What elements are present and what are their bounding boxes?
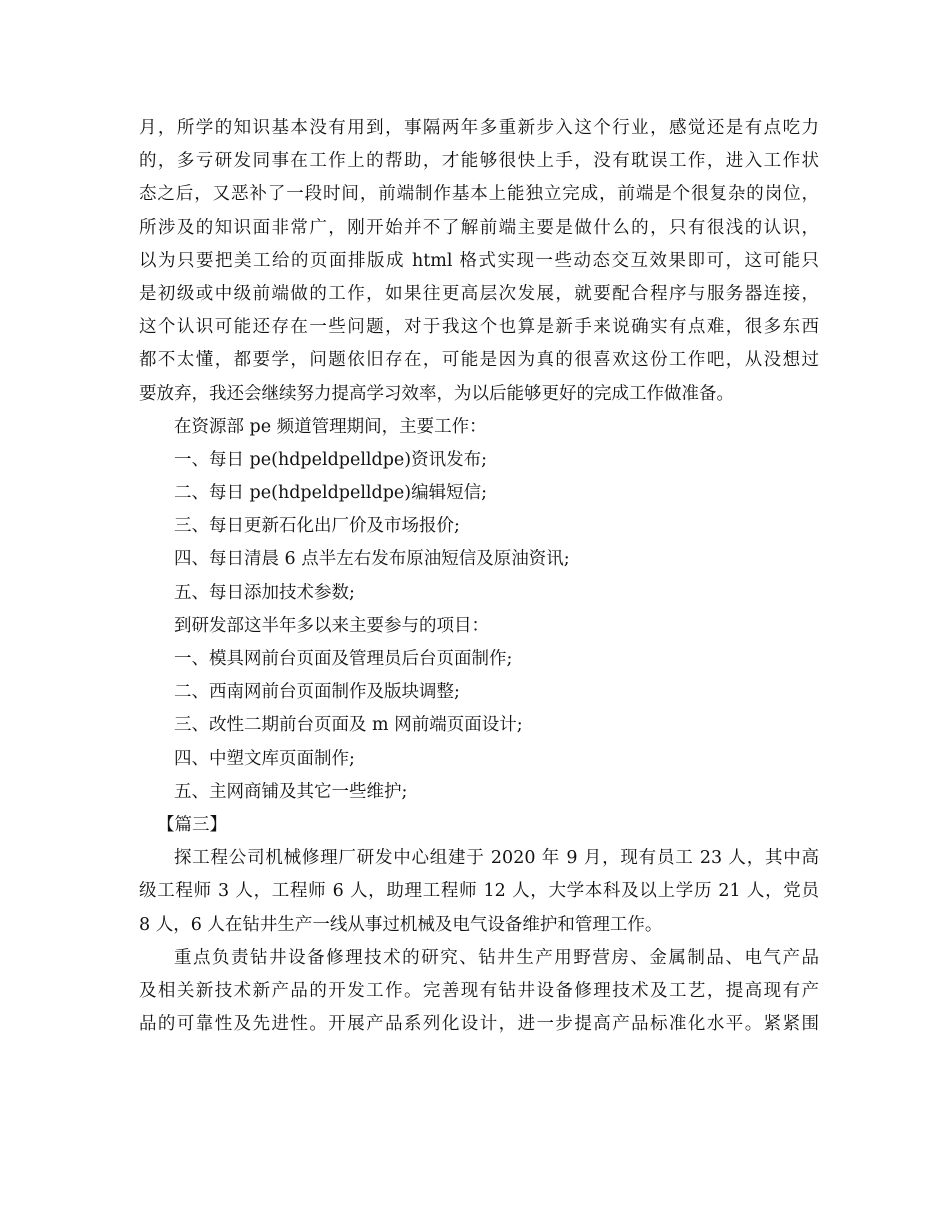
list-item: 二、西南网前台页面制作及版块调整;	[174, 682, 460, 703]
list-item: 一、每日 pe(hdpeldpelldpe)资讯发布;	[174, 449, 488, 470]
text-line: 级工程师 3 人，工程师 6 人，助理工程师 12 人，大学本科及以上学历 21 人，党员	[139, 881, 819, 902]
text-line: 是初级或中级前端做的工作，如果往更高层次发展，就要配合程序与服务器连接，	[139, 283, 819, 304]
text-line: 态之后，又恶补了一段时间，前端制作基本上能独立完成，前端是个很复杂的岗位，	[139, 184, 819, 205]
text-line: 8 人，6 人在钻井生产一线从事过机械及电气设备维护和管理工作。	[139, 914, 663, 935]
text-line: 探工程公司机械修理厂研发中心组建于 2020 年 9 月，现有员工 23 人，其中高	[174, 848, 819, 869]
list-item: 二、每日 pe(hdpeldpelldpe)编辑短信;	[174, 483, 488, 504]
list-item: 五、每日添加技术参数;	[174, 582, 355, 603]
list-item: 四、每日清晨 6 点半左右发布原油短信及原油资讯;	[174, 549, 570, 570]
section-heading-line: 到研发部这半年多以来主要参与的项目：	[174, 615, 489, 636]
text-line: 品的可靠性及先进性。开展产品系列化设计，进一步提高产品标准化水平。紧紧围	[139, 1014, 819, 1035]
text-line: 重点负责钻井设备修理技术的研究、钻井生产用野营房、金属制品、电气产品	[174, 947, 819, 968]
text-line: 这个认识可能还存在一些问题，对于我这个也算是新手来说确实有点难，很多东西	[139, 317, 819, 338]
section-heading-line: 在资源部 pe 频道管理期间，主要工作：	[174, 416, 487, 437]
chapter-heading: 【篇三】	[157, 814, 227, 835]
text-line: 及相关新技术新产品的开发工作。完善现有钻井设备修理技术及工艺，提高现有产	[139, 980, 819, 1001]
list-item: 三、改性二期前台页面及 m 网前端页面设计;	[174, 715, 523, 736]
list-item: 四、中塑文库页面制作;	[174, 748, 355, 769]
text-line: 的，多亏研发同事在工作上的帮助，才能够很快上手，没有耽误工作，进入工作状	[139, 151, 819, 172]
text-line: 月，所学的知识基本没有用到，事隔两年多重新步入这个行业，感觉还是有点吃力	[139, 118, 819, 138]
list-item: 五、主网商铺及其它一些维护;	[174, 781, 408, 802]
list-item: 一、模具网前台页面及管理员后台页面制作;	[174, 649, 513, 669]
text-line: 都不太懂，都要学，问题依旧存在，可能是因为真的很喜欢这份工作吧，从没想过	[139, 350, 819, 371]
text-line: 要放弃，我还会继续努力提高学习效率，为以后能够更好的完成工作做准备。	[139, 383, 734, 404]
text-line: 所涉及的知识面非常广，刚开始并不了解前端主要是做什么的，只有很浅的认识，	[139, 217, 819, 238]
document-body	[139, 112, 819, 1041]
text-line: 以为只要把美工给的页面排版成 html 格式实现一些动态交互效果即可，这可能只	[139, 250, 819, 271]
list-item: 三、每日更新石化出厂价及市场报价;	[174, 516, 460, 537]
